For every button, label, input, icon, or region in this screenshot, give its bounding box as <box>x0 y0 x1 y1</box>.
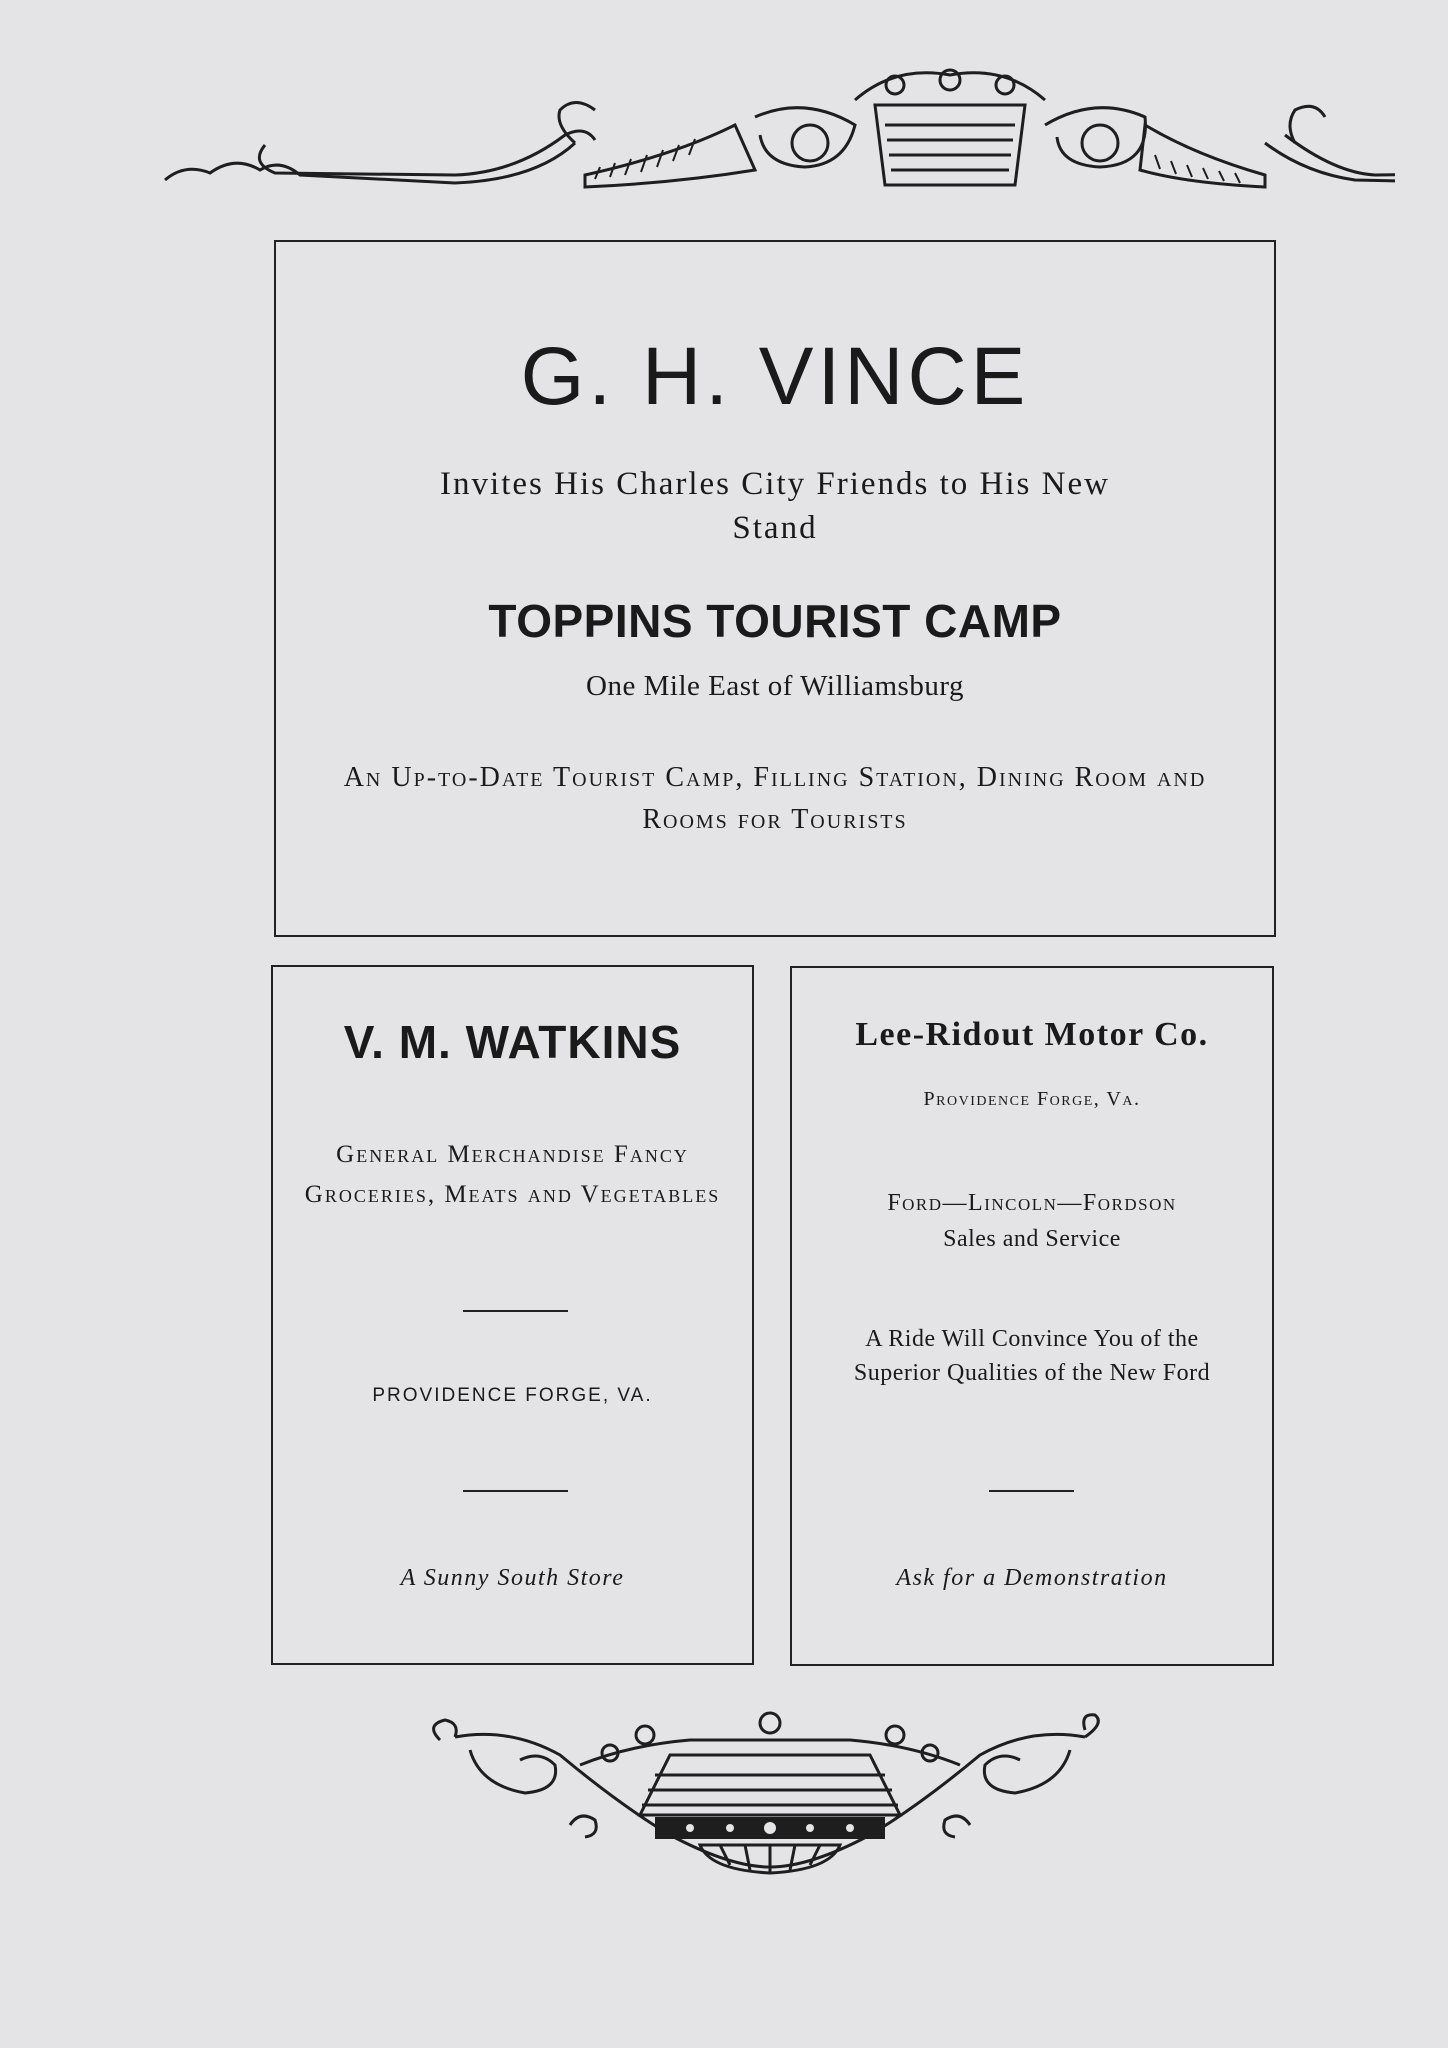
lee-ridout-pitch: A Ride Will Convince You of the Superior Qualities of the New Ford <box>853 1326 1211 1386</box>
watkins-advertisement <box>271 965 754 1665</box>
vince-name: G. H. VINCE <box>520 331 1030 422</box>
camp-name: TOPPINS TOURIST CAMP <box>488 595 1062 647</box>
divider-rule <box>463 1490 568 1492</box>
watkins-goods: General Merchandise Fancy Groceries, Meats and Vegetables <box>304 1141 721 1208</box>
lee-ridout-brands: Ford—Lincoln—Fordson <box>887 1190 1177 1216</box>
watkins-name: V. M. WATKINS <box>343 1016 682 1068</box>
vince-invitation: Invites His Charles City Friends to His New Stand <box>440 466 1110 546</box>
divider-rule <box>989 1490 1074 1492</box>
watkins-motto: A Sunny South Store <box>400 1565 625 1591</box>
lee-ridout-advertisement <box>790 966 1274 1666</box>
scroll-garland-ornament-icon <box>155 55 1395 205</box>
divider-rule <box>463 1310 568 1312</box>
camp-location: One Mile East of Williamsburg <box>586 670 964 702</box>
camp-description: An Up-to-Date Tourist Camp, Filling Station, Dining Room and Rooms for Tourists <box>343 762 1207 835</box>
vince-advertisement <box>274 240 1276 937</box>
lee-ridout-service: Sales and Service <box>943 1226 1121 1252</box>
lee-ridout-name: Lee-Ridout Motor Co. <box>855 1016 1209 1053</box>
watkins-location: PROVIDENCE FORGE, VA. <box>372 1385 653 1406</box>
lee-ridout-location: Providence Forge, Va. <box>923 1088 1141 1110</box>
urn-garland-ornament-icon <box>430 1705 1110 1880</box>
lee-ridout-motto: Ask for a Demonstration <box>896 1565 1168 1591</box>
